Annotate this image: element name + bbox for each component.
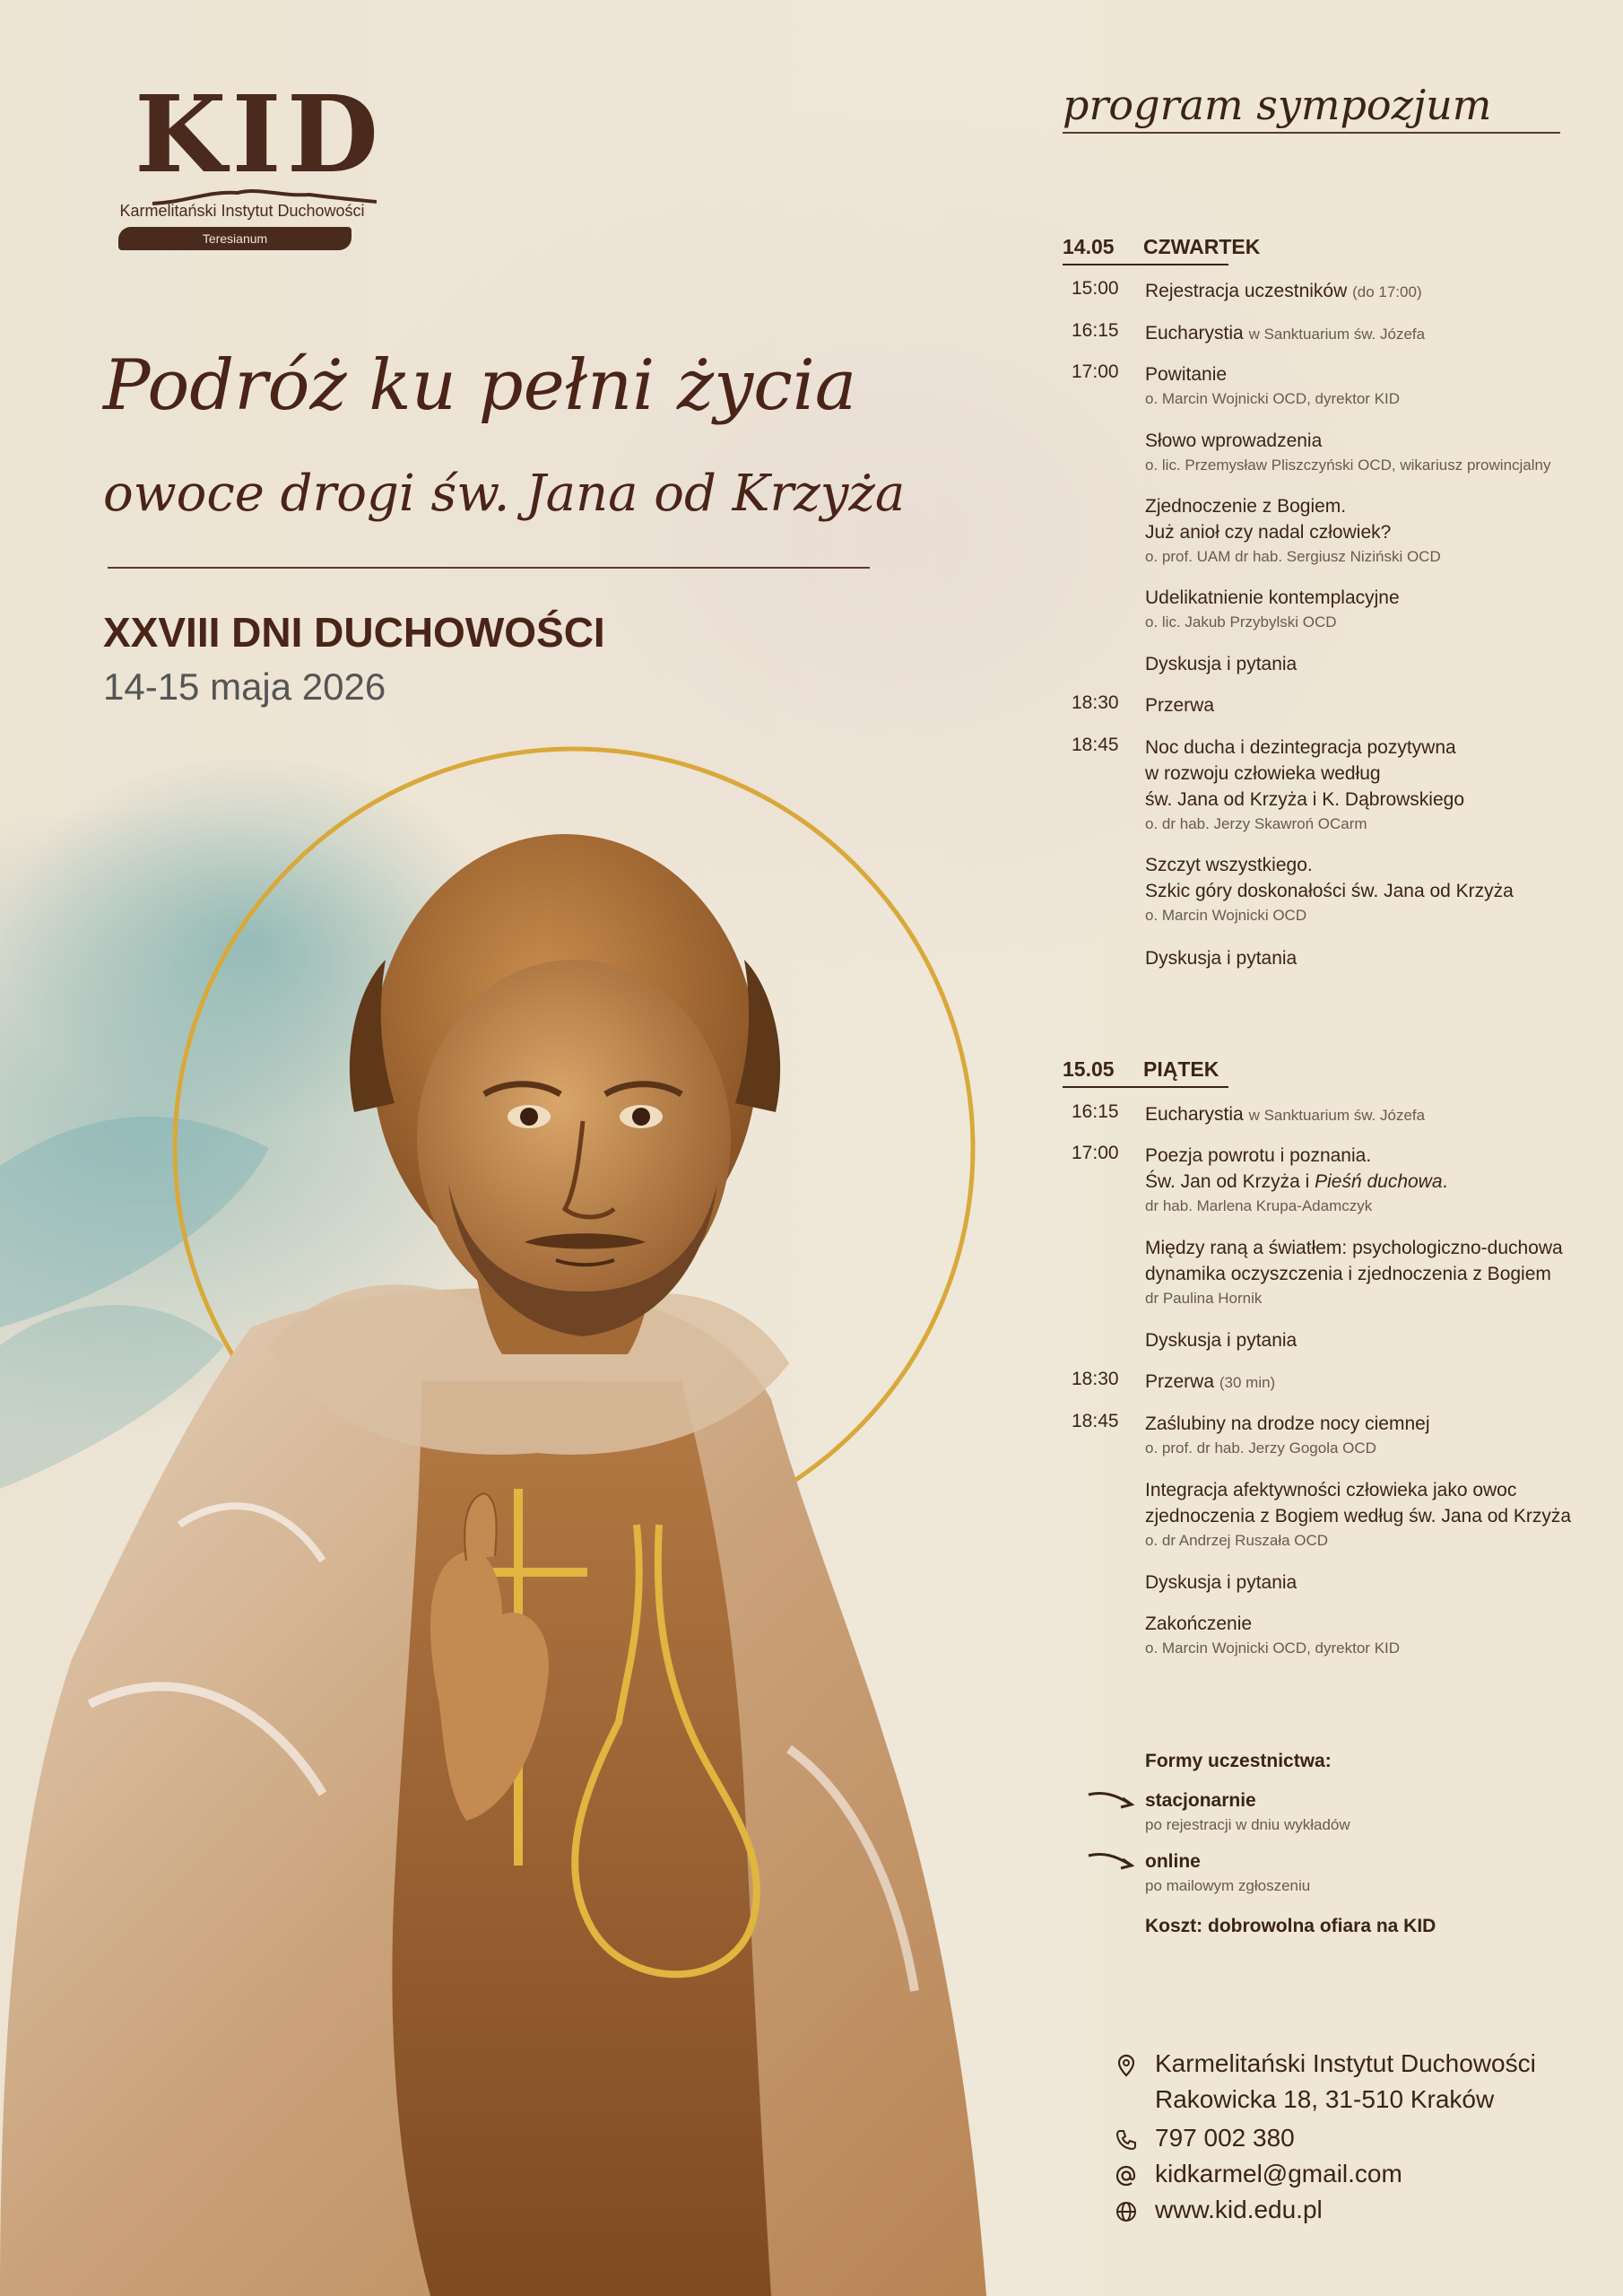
day-date: 15.05 xyxy=(1063,1057,1115,1081)
location-pin-icon xyxy=(1115,2054,1138,2077)
phone-icon xyxy=(1115,2128,1138,2152)
item-title-line: św. Jana od Krzyża i K. Dąbrowskiego xyxy=(1145,789,1464,810)
item-title-work: Pieśń duchowa xyxy=(1315,1171,1443,1192)
item-title-line: zjednoczenia z Bogiem według św. Jana od Krzyża xyxy=(1145,1506,1572,1526)
item-title-part: Św. Jan od Krzyża i xyxy=(1145,1171,1315,1192)
item-speaker: o. Marcin Wojnicki OCD, dyrektor KID xyxy=(1145,1639,1401,1657)
participation-heading: Formy uczestnictwa: xyxy=(1145,1751,1332,1771)
item-title: Dyskusja i pytania xyxy=(1145,1330,1298,1351)
item-speaker: dr Paulina Hornik xyxy=(1145,1290,1263,1307)
item-speaker: o. Marcin Wojnicki OCD, dyrektor KID xyxy=(1145,390,1401,407)
day-rule xyxy=(1063,264,1228,265)
item-title: Udelikatnienie kontemplacyjne xyxy=(1145,587,1400,608)
logo-mark: KID xyxy=(135,72,385,196)
item-speaker: o. Marcin Wojnicki OCD xyxy=(1145,907,1307,924)
contact-website[interactable]: www.kid.edu.pl xyxy=(1155,2196,1323,2223)
item-time: 15:00 xyxy=(1072,278,1119,299)
curved-arrow-icon xyxy=(1087,1850,1137,1874)
program-heading-rule xyxy=(1063,132,1560,134)
item-time: 18:45 xyxy=(1072,1411,1119,1431)
contact-address: Rakowicka 18, 31-510 Kraków xyxy=(1155,2085,1495,2113)
poster-title: Podróż ku pełni życia xyxy=(103,345,857,426)
item-title-line: Zjednoczenie z Bogiem. xyxy=(1145,496,1347,517)
item-title: Dyskusja i pytania xyxy=(1145,948,1298,969)
item-title-line: Integracja afektywności człowieka jako owoc xyxy=(1145,1480,1517,1500)
title-divider xyxy=(108,567,870,569)
item-title: Dyskusja i pytania xyxy=(1145,654,1298,674)
contact-organization: Karmelitański Instytut Duchowości xyxy=(1155,2049,1536,2077)
item-title-line: Poezja powrotu i poznania. xyxy=(1145,1145,1372,1166)
logo-name: Karmelitański Instytut Duchowości xyxy=(119,202,365,220)
item-title-line: Już anioł czy nadal człowiek? xyxy=(1145,522,1392,543)
item-title-line: Szczyt wszystkiego. xyxy=(1145,855,1313,875)
item-time: 18:45 xyxy=(1072,735,1119,755)
globe-icon xyxy=(1115,2200,1138,2223)
poster-subtitle: owoce drogi św. Jana od Krzyża xyxy=(103,465,906,523)
item-note: (30 min) xyxy=(1219,1374,1276,1391)
item-title-line: w rozwoju człowieka według xyxy=(1145,763,1381,784)
item-time: 16:15 xyxy=(1072,1101,1119,1122)
event-dates: 14-15 maja 2026 xyxy=(103,665,386,708)
item-speaker: o. dr Andrzej Ruszała OCD xyxy=(1145,1532,1329,1549)
item-time: 18:30 xyxy=(1072,1369,1119,1389)
item-title: Przerwa xyxy=(1145,1371,1215,1392)
item-title: Eucharystia xyxy=(1145,1104,1244,1125)
item-title: Przerwa xyxy=(1145,695,1215,716)
option-onsite: stacjonarnie xyxy=(1145,1790,1256,1811)
item-title-line: Między raną a światłem: psychologiczno-duchowa xyxy=(1145,1238,1563,1258)
logo-tagline: Teresianum xyxy=(118,227,352,250)
edition-label: XXVIII DNI DUCHOWOŚCI xyxy=(103,609,605,656)
item-title: Rejestracja uczestników xyxy=(1145,281,1348,301)
option-online-desc: po mailowym zgłoszeniu xyxy=(1145,1877,1311,1894)
item-time: 18:30 xyxy=(1072,692,1119,713)
item-title-line: Noc ducha i dezintegracja pozytywna xyxy=(1145,737,1456,758)
option-online: online xyxy=(1145,1851,1201,1872)
saint-john-of-the-cross-illustration xyxy=(0,718,1013,2296)
curved-arrow-icon xyxy=(1087,1789,1137,1813)
kid-logo xyxy=(99,72,386,265)
day-rule xyxy=(1063,1086,1228,1088)
item-note: w Sanktuarium św. Józefa xyxy=(1248,326,1426,343)
option-onsite-desc: po rejestracji w dniu wykładów xyxy=(1145,1816,1350,1833)
item-title: Powitanie xyxy=(1145,364,1228,385)
item-title: Słowo wprowadzenia xyxy=(1145,430,1323,451)
item-speaker: o. lic. Przemysław Pliszczyński OCD, wikariusz prowincjalny xyxy=(1145,457,1551,474)
item-speaker: o. dr hab. Jerzy Skawroń OCarm xyxy=(1145,815,1367,832)
item-title: Dyskusja i pytania xyxy=(1145,1572,1298,1593)
item-title: Eucharystia xyxy=(1145,323,1244,344)
item-note: (do 17:00) xyxy=(1352,283,1422,300)
program-heading: program sympozjum xyxy=(1063,81,1492,129)
item-title: Zakończenie xyxy=(1145,1613,1253,1634)
at-sign-icon xyxy=(1115,2164,1138,2187)
cost-note: Koszt: dobrowolna ofiara na KID xyxy=(1145,1916,1436,1936)
item-time: 16:15 xyxy=(1072,320,1119,341)
day-header-friday xyxy=(1063,1057,1219,1090)
item-time: 17:00 xyxy=(1072,1143,1119,1163)
day-name: PIĄTEK xyxy=(1143,1057,1219,1081)
item-speaker: dr hab. Marlena Krupa-Adamczyk xyxy=(1145,1197,1373,1214)
item-title-part: . xyxy=(1442,1171,1448,1192)
item-time: 17:00 xyxy=(1072,361,1119,382)
day-name: CZWARTEK xyxy=(1143,235,1261,258)
item-title-line: Szkic góry doskonałości św. Jana od Krzyża xyxy=(1145,881,1514,901)
item-speaker: o. lic. Jakub Przybylski OCD xyxy=(1145,613,1337,631)
contact-email[interactable]: kidkarmel@gmail.com xyxy=(1155,2160,1402,2187)
item-title: Zaślubiny na drodze nocy ciemnej xyxy=(1145,1413,1430,1434)
day-date: 14.05 xyxy=(1063,235,1115,258)
contact-phone[interactable]: 797 002 380 xyxy=(1155,2124,1295,2152)
item-speaker: o. prof. dr hab. Jerzy Gogola OCD xyxy=(1145,1439,1376,1457)
day-header-thursday xyxy=(1063,235,1260,267)
item-speaker: o. prof. UAM dr hab. Sergiusz Niziński OCD xyxy=(1145,548,1441,565)
item-title-line: dynamika oczyszczenia i zjednoczenia z Bogiem xyxy=(1145,1264,1551,1284)
item-note: w Sanktuarium św. Józefa xyxy=(1248,1107,1426,1124)
